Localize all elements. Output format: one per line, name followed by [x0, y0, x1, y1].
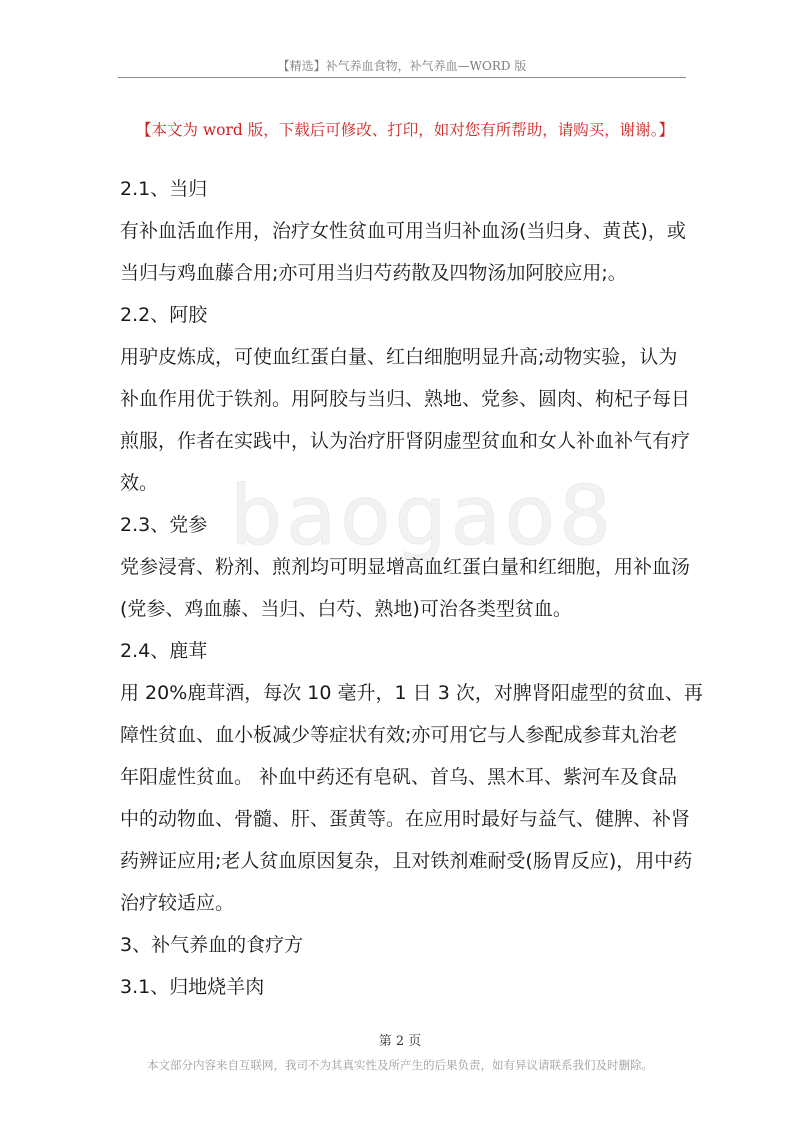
body-line: 党参浸膏、粉剂、煎剂均可明显增高血红蛋白量和红细胞，用补血汤 — [120, 556, 691, 578]
page-number: 第 2 页 — [378, 1034, 422, 1049]
body-line: 补血作用优于铁剂。用阿胶与当归、熟地、党参、圆肉、枸杞子每日 — [120, 388, 691, 410]
section-heading-2-1: 2.1、当归 — [120, 178, 208, 200]
section-heading-2-3: 2.3、党参 — [120, 514, 208, 536]
body-line: 障性贫血、血小板减少等症状有效;亦可用它与人参配成参茸丸治老 — [120, 724, 678, 746]
document-body — [120, 168, 703, 1008]
body-line: 中的动物血、骨髓、肝、蛋黄等。在应用时最好与益气、健脾、补肾 — [120, 808, 691, 830]
body-line: 用驴皮炼成，可使血红蛋白量、红白细胞明显升高;动物实验，认为 — [120, 346, 678, 368]
body-line: 药辨证应用;老人贫血原因复杂，且对铁剂难耐受(肠胃反应)，用中药 — [120, 850, 693, 872]
body-line: 效。 — [120, 472, 159, 494]
section-heading-2-2: 2.2、阿胶 — [120, 304, 208, 326]
purchase-notice: 【本文为 word 版，下载后可修改、打印，如对您有所帮助，请购买，谢谢。】 — [135, 121, 675, 139]
body-line: 煎服，作者在实践中，认为治疗肝肾阴虚型贫血和女人补血补气有疗 — [120, 430, 691, 452]
body-line: 用 20%鹿茸酒，每次 10 毫升，1 日 3 次，对脾肾阳虚型的贫血、再 — [120, 682, 703, 704]
body-line: 有补血活血作用，治疗女性贫血可用当归补血汤(当归身、黄芪)，或 — [120, 220, 686, 242]
body-line: (党参、鸡血藤、当归、白芍、熟地)可治各类型贫血。 — [120, 598, 572, 620]
section-heading-2-4: 2.4、鹿茸 — [120, 640, 208, 662]
watermark: baogao8 — [230, 469, 616, 564]
body-line: 治疗较适应。 — [120, 892, 235, 914]
page-footer: 本文部分内容来自互联网，我司不为其真实性及所产生的后果负责，如有异议请联系我们及时删除。 — [147, 1058, 653, 1072]
section-heading-3-1: 3.1、归地烧羊肉 — [120, 976, 265, 998]
body-line: 当归与鸡血藤合用;亦可用当归芍药散及四物汤加阿胶应用;。 — [120, 262, 627, 284]
body-line: 年阳虚性贫血。 补血中药还有皂矾、首乌、黑木耳、紫河车及食品 — [120, 766, 678, 788]
section-heading-3: 3、补气养血的食疗方 — [120, 934, 304, 956]
page-header: 【精选】补气养血食物，补气养血—WORD 版 — [118, 55, 686, 78]
